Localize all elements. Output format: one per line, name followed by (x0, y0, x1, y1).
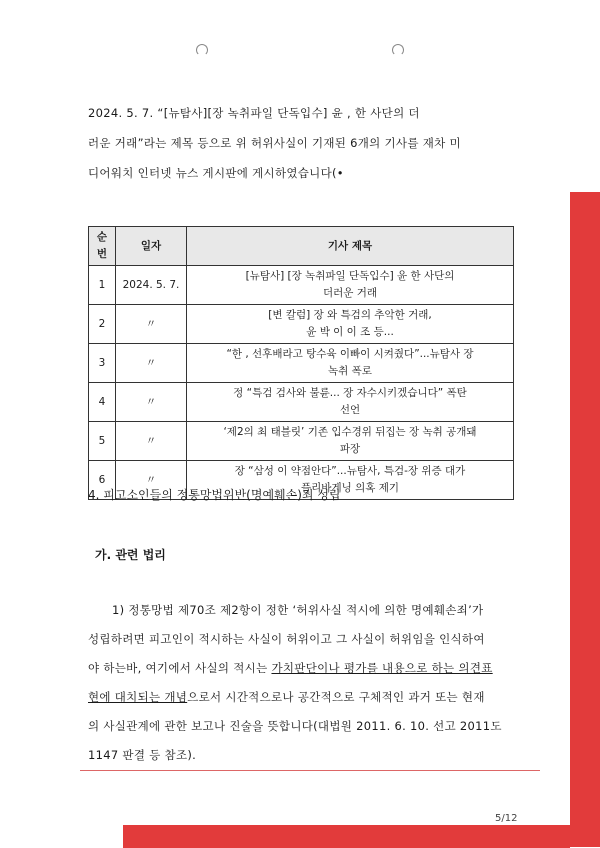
body-line: 1) 정통망법 제70조 제2항이 정한 ‘허위사실 적시에 의한 명예훼손죄’가 (112, 603, 484, 617)
title-line: ‘제2의 최 태블릿’ 기존 입수경위 뒤집는 장 녹취 공개돼 (223, 426, 477, 438)
intro-line: 러운 거래”라는 제목 등으로 위 허위사실이 기재된 6개의 기사를 재차 미 (88, 136, 461, 150)
intro-paragraph (88, 98, 514, 188)
row-date: 〃 (116, 305, 187, 344)
red-sticker-right (570, 192, 600, 847)
row-title (187, 344, 514, 383)
title-line: 더러운 거래 (322, 287, 378, 299)
row-date: 〃 (116, 383, 187, 422)
punch-hole-mark (196, 44, 208, 56)
row-no: 5 (89, 422, 116, 461)
intro-line: 디어워치 인터넷 뉴스 게시판에 게시하였습니다(• (88, 166, 344, 180)
table-row (89, 266, 514, 305)
body-line: 의 사실관계에 관한 보고나 진술을 뜻합니다(대법원 2011. 6. 10. 선고 2011도 (88, 719, 502, 733)
footer-divider (80, 770, 540, 771)
intro-line: 2024. 5. 7. “[뉴탐사][장 녹취파일 단독입수] 윤 , 한 사단의 더 (88, 106, 420, 120)
row-no: 3 (89, 344, 116, 383)
title-line: 윤 박 이 이 조 등... (306, 326, 394, 338)
row-title (187, 266, 514, 305)
body-text: 야 하는바, 여기에서 사실의 적시는 (88, 661, 272, 675)
table-row (89, 344, 514, 383)
title-line: 플리바게닝 의혹 제기 (301, 482, 399, 494)
row-no: 2 (89, 305, 116, 344)
title-line: 녹취 폭로 (328, 365, 372, 377)
title-line: 장 “삼성 이 약점안다”...뉴탐사, 특검-장 위증 대가 (234, 465, 466, 477)
table-row (89, 422, 514, 461)
row-no: 1 (89, 266, 116, 305)
section-heading: 4. 피고소인들의 정통망법위반(명예훼손)죄 성립 (88, 488, 341, 502)
table-row (89, 305, 514, 344)
punch-hole-mark (392, 44, 404, 56)
header-title: 기사 제목 (187, 227, 514, 266)
row-no: 6 (89, 461, 116, 500)
body-line (88, 683, 514, 712)
row-date: 〃 (116, 344, 187, 383)
body-line (88, 654, 514, 683)
body-line: 1147 판결 등 참조). (88, 748, 197, 762)
underlined-text: 현에 대치되는 개념 (88, 690, 188, 704)
row-date: 〃 (116, 422, 187, 461)
table-row (89, 383, 514, 422)
header-no: 순번 (89, 227, 116, 266)
title-line: “한 , 선후배라고 탕수육 이빠이 시켜줬다”...뉴탐사 장 (226, 348, 474, 360)
underlined-text: 가치판단이나 평가를 내용으로 하는 의견표 (271, 661, 493, 675)
red-sticker-bottom (123, 825, 570, 848)
title-line: [변 칼럼] 장 와 특검의 추악한 거래, (268, 309, 432, 321)
header-date: 일자 (116, 227, 187, 266)
page-number: 5/12 (495, 813, 518, 824)
title-line: 파장 (339, 443, 361, 455)
body-line: 성립하려면 피고인이 적시하는 사실이 허위이고 그 사실이 허위임을 인식하여 (88, 632, 485, 646)
row-title (187, 422, 514, 461)
title-line: [뉴탐사] [장 녹취파일 단독입수] 윤 한 사단의 (245, 270, 455, 282)
row-title (187, 305, 514, 344)
row-date: 2024. 5. 7. (116, 266, 187, 305)
title-line: 선언 (339, 404, 361, 416)
body-text: 으로서 시간적으로나 공간적으로 구체적인 과거 또는 현재 (187, 690, 485, 704)
body-paragraph (88, 596, 514, 770)
article-table (88, 226, 514, 500)
row-no: 4 (89, 383, 116, 422)
title-line: 정 “특검 검사와 불륜... 장 자수시키겠습니다” 폭탄 (233, 387, 467, 399)
subsection-heading: 가. 관련 법리 (95, 548, 166, 562)
row-date: 〃 (116, 461, 187, 500)
row-title (187, 383, 514, 422)
table-header-row (89, 227, 514, 266)
